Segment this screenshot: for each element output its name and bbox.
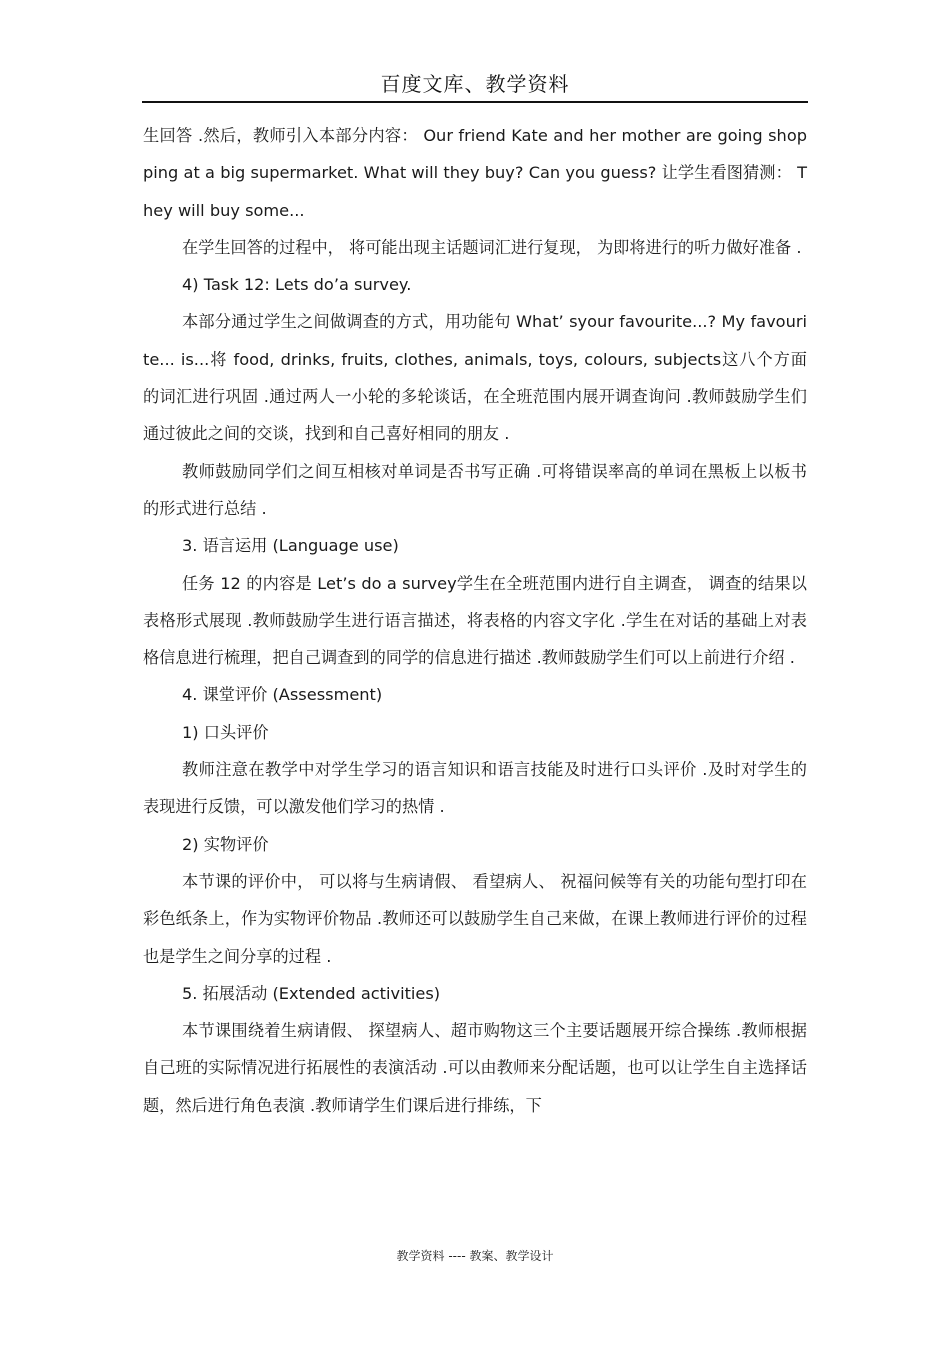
header-divider — [142, 101, 808, 103]
paragraph-listening-prep: 在学生回答的过程中， 将可能出现主话题词汇进行复现， 为即将进行的听力做好准备 . — [182, 237, 802, 257]
paragraph-oral-assessment: 教师注意在教学中对学生学习的语言知识和语言技能及时进行口头评价 .及时对学生的表现进行反馈，可以激发他们学习的热情 . — [143, 760, 807, 817]
page-header-title: 百度文库、教学资料 — [380, 72, 570, 96]
paragraph-object-assessment: 本节课的评价中， 可以将与生病请假、 看望病人、 祝福问候等有关的功能句型打印在彩色纸条上，作为实物评价物品 .教师还可以鼓励学生自己来做，在课上教师进行评价的过程也是学生之间分享的过程 . — [143, 871, 807, 966]
page-footer: 教学资料 ---- 教案、教学设计 — [396, 1249, 554, 1263]
heading-oral-assessment: 1) 口头评价 — [182, 722, 269, 742]
paragraph-intro-continued: 生回答 .然后，教师引入本部分内容： Our friend Kate and her mother are going shopping at a big supermarket. What will they buy? Can you guess? 让学生看图猜测： They will buy some... — [143, 126, 807, 220]
heading-assessment: 4. 课堂评价 (Assessment) — [182, 685, 383, 705]
heading-language-use: 3. 语言运用 (Language use) — [182, 536, 399, 556]
paragraph-spelling-check: 教师鼓励同学们之间互相核对单词是否书写正确 .可将错误率高的单词在黑板上以板书的形式进行总结 . — [143, 461, 807, 518]
heading-task-12: 4) Task 12: Lets do’a survey. — [182, 275, 412, 295]
paragraph-survey-description: 本部分通过学生之间做调查的方式，用功能句 What’ syour favourite...? My favourite... is...将 food, drinks, fruits, clothes, animals, toys, colours, subjects这八个方面的词汇进行巩固 .通过两人一小轮的多轮谈话，在全班范围内展开调查询问 .教师鼓励学生们通过彼此之间的交谈，找到和自己喜好相同的朋友 . — [143, 312, 807, 444]
document-body — [143, 117, 807, 1124]
heading-extended-activities: 5. 拓展活动 (Extended activities) — [182, 983, 441, 1003]
paragraph-extended-activities: 本节课围绕着生病请假、 探望病人、超市购物这三个主要话题展开综合操练 .教师根据自己班的实际情况进行拓展性的表演活动 .可以由教师来分配话题，也可以让学生自主选择话题，然后进行角色表演 .教师请学生们课后进行排练，下 — [143, 1021, 807, 1115]
heading-object-assessment: 2) 实物评价 — [182, 834, 269, 854]
paragraph-language-use: 任务 12 的内容是 Let’s do a survey学生在全班范围内进行自主调查， 调查的结果以表格形式展现 .教师鼓励学生进行语言描述，将表格的内容文字化 .学生在对话的基础上对表格信息进行梳理，把自己调查到的同学的信息进行描述 .教师鼓励学生们可以上前进行介绍 . — [143, 573, 807, 668]
